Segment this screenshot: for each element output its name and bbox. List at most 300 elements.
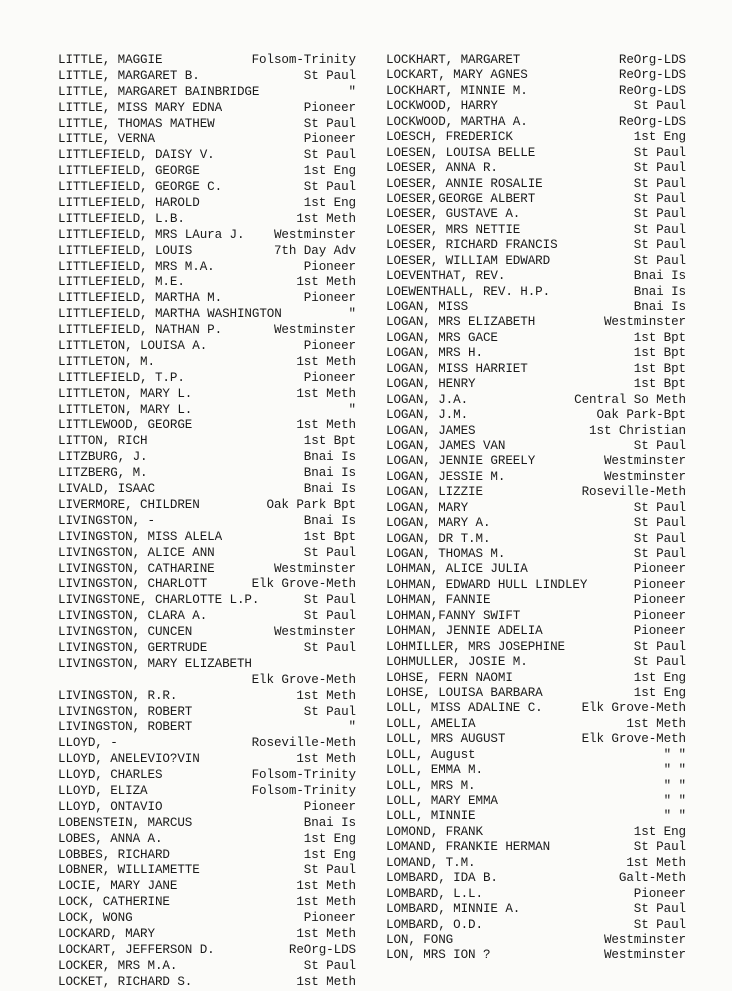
list-item [58,212,356,228]
church-name: 1st Meth [626,855,686,870]
church-name: Bnai Is [303,450,356,465]
list-item [58,546,356,562]
church-name: Elk Grove-Meth [581,732,686,747]
list-item [58,117,356,133]
list-item [386,315,686,330]
church-name: 1st Meth [626,716,686,731]
list-item [58,355,356,371]
church-name: Oak Park Bpt [266,497,356,512]
church-name: St Paul [633,222,686,237]
church-name: Westminster [273,323,356,338]
church-name: Pioneer [633,593,686,608]
church-name: Westminster [603,948,686,963]
member-name: LLOYD, ELIZA [58,783,148,798]
member-name: LOCKHART, MARGARET [386,53,521,67]
church-name: 1st Meth [296,688,356,703]
member-name: LITTLEFIELD, MRS M.A. [58,259,215,274]
church-name: " " [663,747,686,762]
member-name: LITTLEFIELD, T.P. [58,370,185,385]
member-name: LITTLEFIELD, NATHAN P. [58,323,223,338]
list-item [386,146,686,161]
member-name: LIVINGSTON, CLARA A. [58,609,208,624]
list-item [58,244,356,260]
list-item [58,260,356,276]
member-name: LOHMAN, ALICE JULIA [386,562,528,577]
member-name: LIVINGSTON, GERTRUDE [58,640,208,655]
member-name: LITTLEFIELD, GEORGE C. [58,180,223,195]
member-name: LOESEN, LOUISA BELLE [386,145,536,160]
member-name: LOGAN, MARY [386,500,469,515]
list-item [58,816,356,832]
church-name: St Paul [633,840,686,855]
list-item [58,514,356,530]
list-item [386,532,686,547]
member-name: LOBBES, RICHARD [58,847,170,862]
church-name: Bnai Is [303,815,356,830]
list-item [386,254,686,269]
list-item [58,879,356,895]
list-item [386,177,686,192]
member-name: LLOYD, ONTAVIO [58,799,163,814]
list-item [58,418,356,434]
church-name: 1st Eng [633,685,686,700]
member-name: LOCKWOOD, MARTHA A. [386,114,528,129]
list-item [58,466,356,482]
church-name: Folsom-Trinity [251,768,356,783]
member-name: LOESER, ANNIE ROSALIE [386,176,543,191]
church-name: Bnai Is [303,513,356,528]
list-item [386,393,686,408]
member-name: LOMBARD, IDA B. [386,871,498,886]
church-name: " [348,84,356,99]
list-item [386,717,686,732]
list-item [58,768,356,784]
member-name: LITZBURG, J. [58,450,148,465]
list-item [386,485,686,500]
church-name: Pioneer [633,624,686,639]
church-name: Bnai Is [303,482,356,497]
list-item [58,275,356,291]
list-item [386,408,686,423]
list-item [386,593,686,608]
list-item [58,927,356,943]
church-name: St Paul [633,917,686,932]
member-name: LOLL, MARY EMMA [386,794,498,808]
church-name: " [348,402,356,417]
church-name: St Paul [303,704,356,719]
member-name: LOBES, ANNA A. [58,831,163,846]
member-name: LOESER,GEORGE ALBERT [386,191,536,206]
list-item [386,686,686,701]
list-item [58,752,356,768]
church-name: " [348,720,356,735]
church-name: " [348,307,356,322]
list-item [58,689,356,705]
list-item [58,53,356,69]
member-name: LOESER, WILLIAM EDWARD [386,253,551,268]
church-name: Westminster [603,469,686,484]
member-name: LOGAN, J.A. [386,392,469,407]
church-name: Pioneer [303,370,356,385]
member-name: LIVINGSTON, ALICE ANN [58,545,215,560]
member-name: LOMBARD, MINNIE A. [386,902,521,917]
member-name: LOCK, CATHERINE [58,895,170,910]
member-name: LOCKART, JEFFERSON D. [58,942,215,957]
list-item [386,161,686,176]
church-name: St Paul [633,547,686,561]
member-name: LITTLEFIELD, L.B. [58,211,185,226]
member-name: LLOYD, - [58,736,118,751]
church-name: St Paul [303,68,356,83]
church-name: Pioneer [303,100,356,115]
church-name: Central So Meth [574,392,686,407]
church-name: " " [663,794,686,808]
list-item [386,454,686,469]
church-name: Westminster [273,561,356,576]
church-name: 1st Meth [296,895,356,910]
member-name: LIVINGSTON, ROBERT [58,720,193,735]
list-item [58,673,356,689]
member-name: LOCKER, MRS M.A. [58,958,178,973]
member-name: LIVINGSTON, CATHARINE [58,561,215,576]
member-name: LOGAN, JAMES VAN [386,438,506,453]
member-name: LOGAN, MISS [386,300,469,314]
list-item [386,562,686,577]
member-name: LITTLEFIELD, MRS LAura J. [58,227,245,242]
church-name: 1st Eng [633,130,686,145]
member-name: LON, MRS ION ? [386,948,491,963]
list-item [58,911,356,927]
member-name: LOGAN, THOMAS M. [386,547,506,561]
member-name: LOGAN, MRS GACE [386,330,498,345]
list-item [386,748,686,763]
member-name: LOHSE, FERN NAOMI [386,670,513,685]
list-item [58,832,356,848]
member-name: LOLL, MRS M. [386,778,476,793]
church-name: 1st Bpt [303,434,356,449]
church-name: St Paul [303,609,356,624]
member-name: LOGAN, MRS H. [386,346,483,361]
church-name: St Paul [633,639,686,654]
church-name: St Paul [633,531,686,546]
church-name: Pioneer [303,132,356,147]
church-name: St Paul [633,238,686,253]
member-name: LOHMAN, EDWARD HULL LINDLEY [386,577,588,592]
member-name: LOHSE, LOUISA BARBARA [386,685,543,700]
member-name: LITTLEFIELD, M.E. [58,275,185,290]
church-name: Bnai Is [633,284,686,299]
church-name: Westminster [273,227,356,242]
church-name: Elk Grove-Meth [581,701,686,716]
member-name: LOHMAN, JENNIE ADELIA [386,624,543,639]
list-item [386,640,686,655]
list-item [386,624,686,639]
church-name: 1st Meth [296,418,356,433]
church-name: St Paul [633,902,686,917]
list-item [58,339,356,355]
list-item [386,918,686,933]
list-item [58,403,356,419]
list-item [58,228,356,244]
list-item [58,736,356,752]
list-item [386,377,686,392]
member-name: LIVINGSTON, ROBERT [58,704,193,719]
member-name: LIVINGSTON, CUNCEN [58,625,193,640]
church-name: 1st Meth [296,354,356,369]
list-item [386,207,686,222]
member-name: LITTLE, MARGARET BAINBRIDGE [58,84,260,99]
list-item [386,779,686,794]
list-item [58,307,356,323]
church-name: Pioneer [633,608,686,623]
member-name: LOLL, EMMA M. [386,763,483,778]
member-name: LITTLETON, LOUISA A. [58,339,208,354]
member-name: LOESCH, FREDERICK [386,130,513,145]
member-name: LITTLEFIELD, GEORGE [58,164,200,179]
list-item [58,291,356,307]
member-name: LOCKARD, MARY [58,926,155,941]
list-item [386,763,686,778]
member-name: LIVALD, ISAAC [58,482,155,497]
member-name: LITTLEFIELD, MARTHA WASHINGTON [58,307,282,322]
church-name: Pioneer [303,911,356,926]
church-name: St Paul [633,161,686,176]
list-item [58,848,356,864]
church-name: Pioneer [303,339,356,354]
member-name: LOEVENTHAT, REV. [386,269,506,284]
member-name: LOHMULLER, JOSIE M. [386,655,528,670]
list-item [386,547,686,562]
church-name: ReOrg-LDS [618,53,686,67]
member-name: LON, FONG [386,932,454,947]
member-name: LOGAN, J.M. [386,408,469,423]
list-item [386,578,686,593]
list-item [386,825,686,840]
church-name: St Paul [303,545,356,560]
church-name: 1st Bpt [633,361,686,376]
member-name: LIVERMORE, CHILDREN [58,497,200,512]
member-name: LIVINGSTONE, CHARLOTTE L.P. [58,593,260,608]
church-name: St Paul [303,593,356,608]
member-name: LOHMAN,FANNY SWIFT [386,608,521,623]
member-name: LIVINGSTON, MISS ALELA [58,529,223,544]
member-name: LOLL, MRS AUGUST [386,732,506,747]
list-item [386,516,686,531]
member-name: LIVINGSTON, - [58,513,155,528]
list-item [386,99,686,114]
church-name: St Paul [633,655,686,670]
list-item [386,269,686,284]
member-name: LOESER, RICHARD FRANCIS [386,238,558,253]
member-name: LITTLE, MARGARET B. [58,68,200,83]
list-item [58,530,356,546]
member-name: LITTLEFIELD, LOUIS [58,243,193,258]
list-item [58,641,356,657]
member-name: LLOYD, ANELEVIO?VIN [58,752,200,767]
church-name: 1st Eng [303,164,356,179]
list-item [386,794,686,809]
list-item [58,164,356,180]
member-name: LITTLETON, M. [58,354,155,369]
member-name: LOGAN, MARY A. [386,516,491,531]
list-item [58,498,356,514]
member-name: LOCKWOOD, HARRY [386,99,498,114]
church-name: St Paul [303,180,356,195]
church-name: ReOrg-LDS [288,942,356,957]
church-name: St Paul [633,516,686,531]
member-name: LOMBARD, L.L. [386,886,483,901]
church-name: Roseville-Meth [581,485,686,500]
church-name: Roseville-Meth [251,736,356,751]
church-name: Elk Grove-Meth [251,672,356,687]
member-name: LITTLEFIELD, MARTHA M. [58,291,223,306]
list-item [58,196,356,212]
church-name: 7th Day Adv [273,243,356,258]
church-name: Oak Park-Bpt [596,408,686,423]
church-name: 1st Meth [296,211,356,226]
list-item [58,705,356,721]
church-name: Pioneer [303,291,356,306]
church-name: ReOrg-LDS [618,114,686,129]
member-name: LITTLETON, MARY L. [58,402,193,417]
list-item [386,130,686,145]
church-name: Bnai Is [633,300,686,314]
church-name: Pioneer [633,886,686,901]
church-name: 1st Meth [296,926,356,941]
list-item [386,809,686,824]
member-name: LITTLE, MAGGIE [58,53,163,67]
list-item [58,562,356,578]
church-name: 1st Eng [633,824,686,839]
member-name: LOESER, GUSTAVE A. [386,207,521,222]
church-name: Pioneer [303,799,356,814]
list-item [386,84,686,99]
member-name: LOMBARD, O.D. [386,917,483,932]
church-name: St Paul [303,116,356,131]
church-name: Bnai Is [303,466,356,481]
member-name: LOLL, MISS ADALINE C. [386,701,543,716]
member-name: LOGAN, LIZZIE [386,485,483,500]
member-name: LIVINGSTON, MARY ELIZABETH [58,656,252,671]
church-name: Westminster [273,625,356,640]
list-item [386,887,686,902]
list-item [386,856,686,871]
list-item [58,69,356,85]
list-item [58,625,356,641]
list-item [58,577,356,593]
list-item [386,300,686,315]
list-item [58,657,356,673]
church-name: Bnai Is [633,269,686,284]
church-name: 1st Bpt [633,330,686,345]
church-name: " " [663,763,686,778]
church-name: ReOrg-LDS [618,83,686,98]
church-name: 1st Meth [296,386,356,401]
member-name: LOMAND, FRANKIE HERMAN [386,840,551,855]
list-item [386,346,686,361]
church-name: St Paul [633,207,686,222]
list-item [386,238,686,253]
church-name: Westminster [603,315,686,330]
list-item [58,85,356,101]
list-item [386,115,686,130]
member-name: LOCK, WONG [58,911,133,926]
member-name: LOHMILLER, MRS JOSEPHINE [386,639,565,654]
member-name: LITTLEWOOD, GEORGE [58,418,193,433]
list-item [58,609,356,625]
list-item [386,871,686,886]
list-item [386,701,686,716]
member-name: LOBNER, WILLIAMETTE [58,863,200,878]
member-name: LIVINGSTON, CHARLOTT [58,577,208,592]
list-item [58,180,356,196]
church-name: St Paul [303,640,356,655]
list-item [386,424,686,439]
member-name: LITTLE, MISS MARY EDNA [58,100,223,115]
member-name: LITTLE, THOMAS MATHEW [58,116,215,131]
church-name: 1st Eng [633,670,686,685]
list-item [58,371,356,387]
church-name: Westminster [603,454,686,469]
list-item [58,148,356,164]
church-name: 1st Meth [296,275,356,290]
list-item [386,285,686,300]
list-item [58,482,356,498]
list-item [58,943,356,959]
member-name: LOCKART, MARY AGNES [386,68,528,83]
member-name: LOESER, MRS NETTIE [386,222,521,237]
list-item [58,959,356,975]
list-item [386,933,686,948]
list-item [58,800,356,816]
list-item [58,387,356,403]
list-item [386,609,686,624]
list-item [58,434,356,450]
member-name: LOGAN, MRS ELIZABETH [386,315,536,330]
list-item [386,470,686,485]
church-name: 1st Bpt [303,529,356,544]
left-column [58,53,356,991]
church-name: St Paul [633,99,686,114]
church-name: 1st Meth [296,974,356,989]
church-name: St Paul [633,176,686,191]
member-name: LOGAN, MISS HARRIET [386,361,528,376]
member-name: LIVINGSTON, R.R. [58,688,178,703]
church-name: St Paul [303,148,356,163]
list-item [58,101,356,117]
church-name: 1st Meth [296,879,356,894]
list-item [58,593,356,609]
list-item [58,784,356,800]
list-item [386,655,686,670]
church-name: St Paul [633,145,686,160]
church-name: Pioneer [303,259,356,274]
member-name: LOBENSTEIN, MARCUS [58,815,193,830]
list-item [386,223,686,238]
list-item [386,439,686,454]
list-item [386,671,686,686]
church-name: St Paul [303,958,356,973]
church-name: Folsom-Trinity [251,53,356,67]
list-item [58,895,356,911]
member-name: LOLL, AMELIA [386,716,476,731]
list-item [386,53,686,68]
right-column [386,53,686,964]
church-name: St Paul [633,253,686,268]
member-name: LOMOND, FRANK [386,824,483,839]
church-name: ReOrg-LDS [618,68,686,83]
member-name: LITTLE, VERNA [58,132,155,147]
